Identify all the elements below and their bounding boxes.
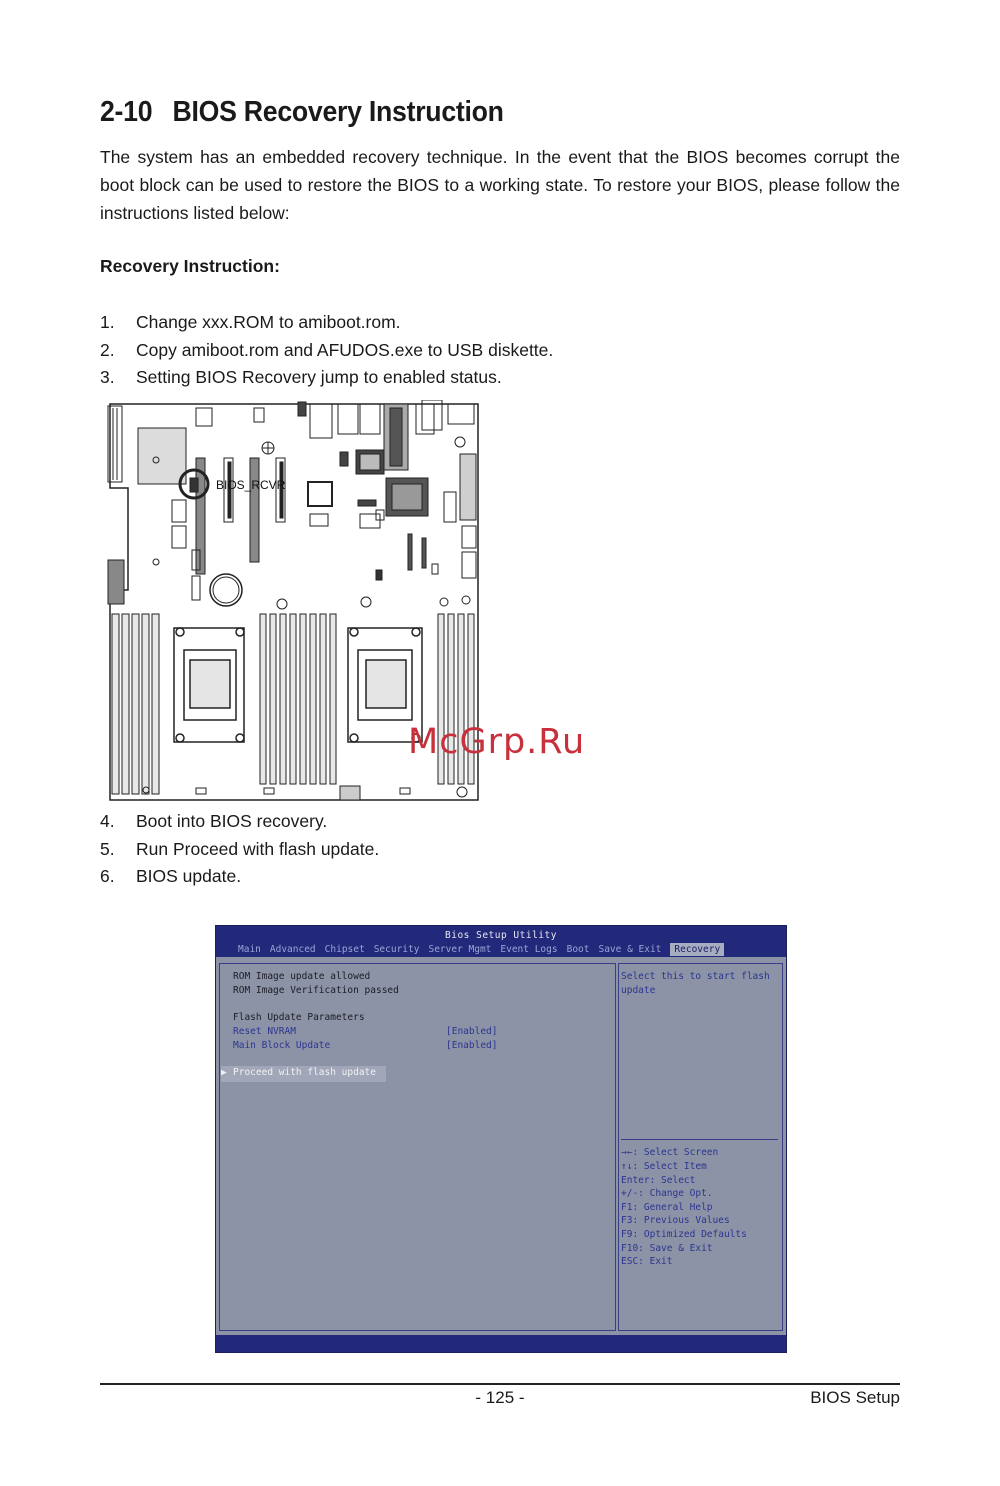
key-hint: →←: Select Screen (621, 1147, 719, 1158)
step-item (100, 836, 900, 864)
section-title: BIOS Recovery Instruction (172, 96, 504, 128)
bios-rcvr-label: BIOS_RCVR (216, 478, 286, 492)
bios-tab-bar (238, 943, 724, 956)
step-item (100, 808, 900, 836)
rom-update-status: ROM Image update allowed (233, 971, 371, 982)
step-number: 5. (100, 838, 115, 859)
bios-help-panel (618, 963, 783, 1331)
bios-tab-main[interactable]: Main (238, 944, 261, 955)
step-number: 3. (100, 367, 115, 387)
step-text: BIOS update. (136, 866, 242, 886)
help-text-line: update (621, 985, 656, 996)
reset-nvram-option[interactable]: Reset NVRAM (233, 1026, 296, 1037)
bios-tab-event-logs[interactable]: Event Logs (500, 944, 558, 955)
bios-tab-recovery[interactable]: Recovery (670, 943, 724, 956)
step-text: Boot into BIOS recovery. (136, 811, 328, 831)
step-text: Change xxx.ROM to amiboot.rom. (136, 312, 401, 332)
steps-list-first (100, 309, 900, 392)
step-text: Setting BIOS Recovery jump to enabled status. (136, 367, 502, 387)
key-hint: F10: Save & Exit (621, 1243, 713, 1254)
proceed-flash-update-item[interactable] (221, 1066, 386, 1082)
key-hint: F3: Previous Values (621, 1215, 730, 1226)
step-number: 1. (100, 312, 115, 332)
bios-tab-advanced[interactable]: Advanced (269, 944, 316, 955)
bios-tab-save-exit[interactable]: Save & Exit (598, 944, 662, 955)
proceed-flash-update-label: Proceed with flash update (233, 1067, 376, 1078)
help-divider (621, 1139, 778, 1140)
key-hint: ↑↓: Select Item (621, 1161, 707, 1172)
step-item (100, 337, 900, 365)
footer-section-name: BIOS Setup (810, 1388, 900, 1407)
step-number: 4. (100, 811, 115, 831)
step-item (100, 863, 900, 891)
key-hint: ESC: Exit (621, 1256, 673, 1267)
bios-tab-boot[interactable]: Boot (566, 944, 590, 955)
steps-list-second (100, 808, 900, 891)
section-heading (100, 96, 504, 129)
selection-arrow-icon: ▶ (221, 1067, 227, 1078)
recovery-subheading: Recovery Instruction: (100, 256, 280, 276)
bios-tab-server-mgmt[interactable]: Server Mgmt (428, 944, 492, 955)
main-block-update-option[interactable]: Main Block Update (233, 1040, 331, 1051)
intro-paragraph: The system has an embedded recovery technique. In the event that the BIOS becomes corrupt the boot block can be used to restore the BIOS to a working state. To restore your BIOS, please follow the instructions listed below: (100, 147, 900, 223)
step-item (100, 309, 900, 337)
flash-params-heading: Flash Update Parameters (233, 1012, 365, 1023)
bios-screen (215, 925, 787, 1353)
main-block-update-value[interactable]: [Enabled] (446, 1040, 498, 1051)
key-hint: +/-: Change Opt. (621, 1188, 713, 1199)
key-hint: F1: General Help (621, 1202, 713, 1213)
bios-title: Bios Setup Utility (445, 930, 557, 941)
bios-footer-bar (216, 1335, 786, 1352)
bios-tab-chipset[interactable]: Chipset (324, 944, 365, 955)
key-hint: Enter: Select (621, 1175, 696, 1186)
watermark-text: McGrp.Ru (408, 722, 586, 762)
step-number: 6. (100, 866, 115, 886)
section-number: 2-10 (100, 96, 153, 128)
page-number: - 125 - (475, 1388, 525, 1407)
key-hint: F9: Optimized Defaults (621, 1229, 747, 1240)
bios-header (216, 926, 786, 957)
rom-verification-status: ROM Image Verification passed (233, 985, 399, 996)
reset-nvram-value[interactable]: [Enabled] (446, 1026, 498, 1037)
step-text: Copy amiboot.rom and AFUDOS.exe to USB diskette. (136, 339, 554, 360)
bios-main-panel (219, 963, 616, 1331)
help-text-line: Select this to start flash (621, 971, 770, 982)
bios-tab-security[interactable]: Security (373, 944, 420, 955)
step-text: Run Proceed with flash update. (136, 838, 380, 859)
step-item (100, 364, 900, 392)
step-number: 2. (100, 339, 115, 360)
footer-rule (100, 1383, 900, 1385)
